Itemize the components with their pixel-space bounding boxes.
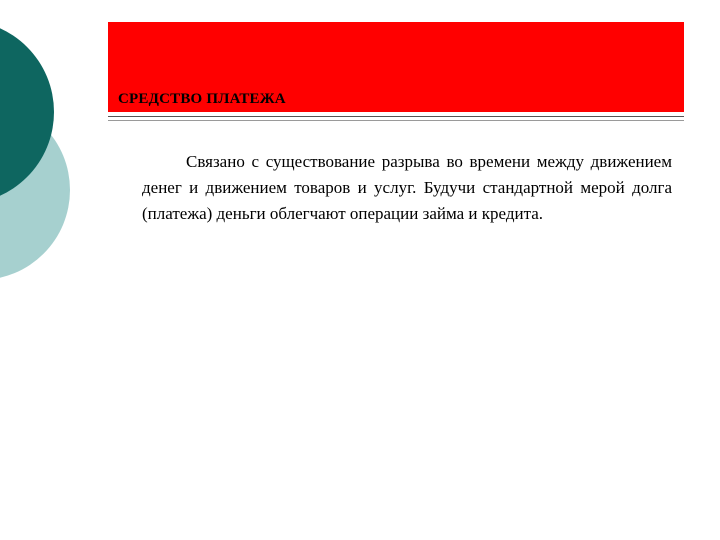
title-divider-thin xyxy=(108,120,684,121)
slide-title: СРЕДСТВО ПЛАТЕЖА xyxy=(118,91,286,107)
decorative-circles xyxy=(0,0,120,300)
title-divider xyxy=(108,116,684,117)
body-paragraph: Связано с существование разрыва во времени между движением денег и движением товаров и услуг. Будучи стандартной мерой долга (платежа) деньги облегчают операции займа и кредита. xyxy=(142,152,672,223)
